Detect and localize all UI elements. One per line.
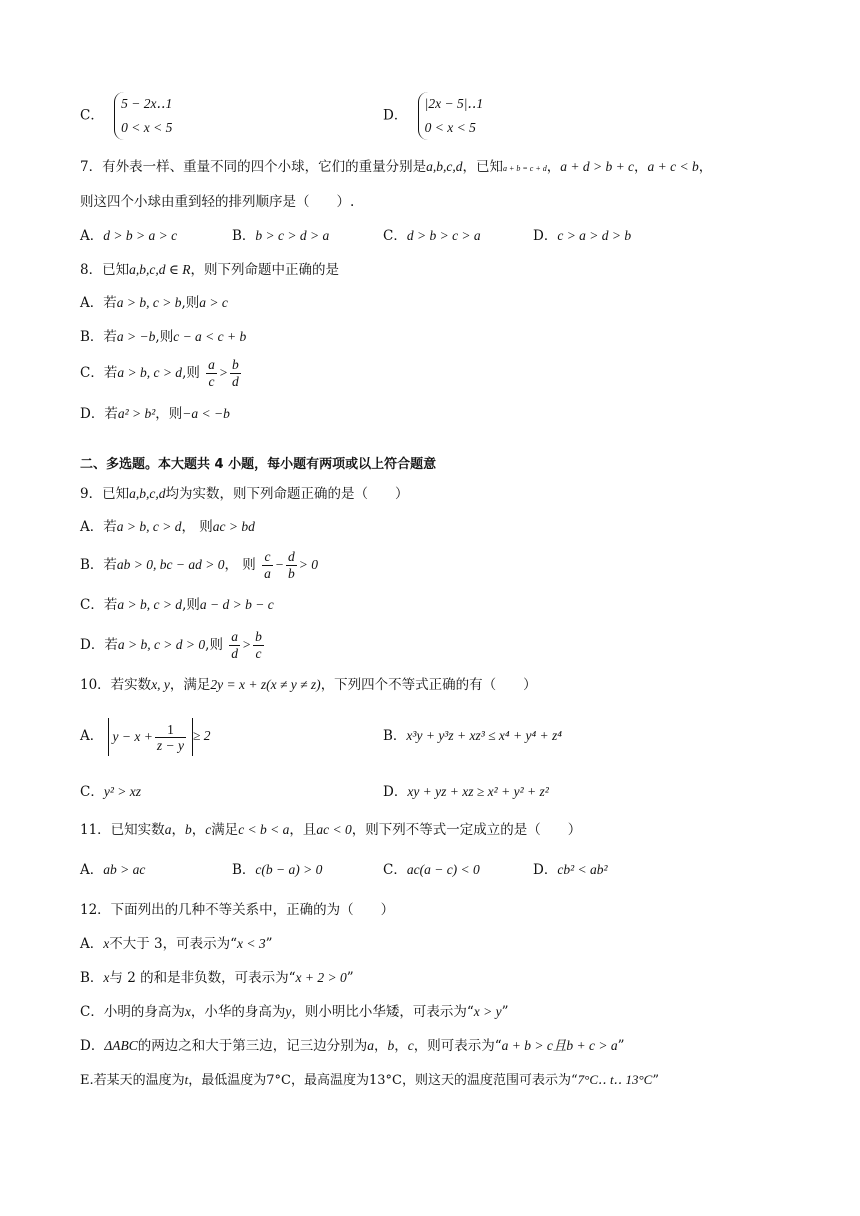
option-label: B．	[232, 862, 256, 878]
stem-text: ,则	[182, 597, 200, 613]
stem-text: ， 则	[181, 519, 213, 535]
q9-option-c	[80, 595, 274, 615]
q12-option-a	[80, 934, 273, 954]
denominator: d	[231, 646, 238, 661]
inequality-system	[418, 92, 484, 140]
option-label: A．若	[80, 295, 117, 311]
q10-option-c	[80, 782, 141, 802]
option-label: D．	[533, 228, 558, 244]
math: d > b > c > a	[406, 228, 481, 243]
math: a + d > b + c	[560, 159, 635, 174]
q6-option-c	[80, 92, 172, 140]
stem-text: 11．已知实数	[80, 822, 165, 838]
stem-text: ”	[346, 970, 354, 986]
inequality-system	[114, 92, 172, 140]
fraction	[230, 357, 241, 390]
stem-text: ”	[501, 1004, 509, 1020]
fraction	[229, 629, 240, 662]
math: ab > 0, bc − ad > 0	[116, 557, 225, 572]
math: x	[103, 970, 110, 985]
q12-option-e	[80, 1070, 659, 1091]
stem-text: ，则可表示为“	[413, 1038, 502, 1054]
math: a	[367, 1038, 374, 1053]
stem-text: ,则	[155, 329, 174, 345]
stem-text: ，则	[155, 406, 183, 422]
stem-text: 的两边之和大于第三边，记三边分别为	[137, 1038, 368, 1054]
math: x + 2 > 0	[295, 970, 347, 985]
option-label: A．	[80, 228, 104, 244]
option-label: B．	[80, 970, 104, 986]
option-label: A．	[80, 728, 104, 744]
numerator: a	[208, 357, 215, 372]
math: x > y	[473, 1004, 502, 1019]
numerator: a	[231, 629, 238, 644]
q8-option-c	[80, 355, 243, 391]
option-label: D．	[80, 1038, 105, 1054]
stem-text: ”	[617, 1038, 625, 1054]
denominator: c	[208, 374, 215, 389]
stem-text: ，则下列不等式一定成立的是（ ）	[351, 822, 582, 838]
option-label: B．若	[80, 557, 117, 573]
stem-text: 9．已知	[80, 486, 130, 502]
option-label: D．若	[80, 406, 118, 422]
q12-option-c	[80, 1002, 509, 1022]
option-label: C．	[383, 228, 407, 244]
fraction	[286, 549, 297, 582]
numerator: 1	[155, 722, 186, 738]
stem-text: ”	[652, 1073, 660, 1088]
stem-text: ，则小明比小华矮，可表示为“	[291, 1004, 474, 1020]
stem-text: ，小华的身高为	[190, 1004, 286, 1020]
math: ac(a − c) < 0	[406, 862, 480, 877]
q12-option-b	[80, 968, 354, 988]
q11-stem: 11．已知实数a，b，c满足c < b < a，且ac < 0，则下列不等式一定成立的是（ ）	[80, 822, 582, 838]
system-line: 5 − 2x‥1	[121, 96, 173, 111]
math: ab > ac	[103, 862, 146, 877]
denominator: a	[264, 566, 271, 581]
q9-option-d	[80, 627, 266, 663]
numerator: c	[262, 549, 273, 566]
math: c	[205, 822, 212, 837]
math: 7°C	[266, 1073, 291, 1088]
math: y	[285, 1004, 292, 1019]
math: ΔABC	[104, 1038, 138, 1053]
stem-text: 10．若实数	[80, 677, 152, 693]
math: a	[164, 822, 172, 837]
stem-text: 均为实数，则下列命题正确的是（ ）	[165, 486, 409, 502]
math: x, y	[151, 677, 170, 692]
math: t	[184, 1072, 189, 1087]
stem-text: ，最低温度为	[188, 1073, 267, 1088]
option-label: C．若	[80, 597, 118, 613]
math: c(b − a) > 0	[255, 862, 323, 877]
math: a > b, c > b	[116, 295, 182, 310]
math: a > b, c > d	[116, 519, 182, 534]
stem-text: ， 则	[224, 557, 256, 573]
math: a > −b	[116, 329, 156, 344]
q11-option-b	[232, 860, 322, 880]
q6-option-d	[383, 92, 483, 140]
operator: −	[274, 557, 284, 572]
option-label: D．	[533, 862, 558, 878]
math: ≥ 2	[193, 728, 211, 743]
denominator: z − y	[156, 737, 184, 753]
math: a > c	[199, 295, 228, 310]
q10-option-b	[383, 726, 562, 746]
math: 2y = x + z(x ≠ y ≠ z)	[210, 677, 321, 692]
q9-stem	[80, 484, 408, 504]
option-label: A．	[80, 862, 104, 878]
math: a,b,c,d ∈ R	[129, 262, 191, 277]
math: a > b, c > d > 0	[117, 637, 206, 652]
fraction	[155, 722, 186, 753]
stem-text: ,则	[182, 365, 200, 381]
math: c > a > d > b	[557, 228, 632, 243]
q10-option-a	[80, 714, 211, 758]
denominator: b	[287, 566, 295, 581]
stem-text: 不大于 3，可表示为“	[109, 936, 238, 952]
math: b	[387, 1038, 395, 1053]
math: a > b, c > d	[117, 597, 183, 612]
q7-option-b	[232, 226, 329, 246]
math: xy + yz + xz ≥ x² + y² + z²	[407, 784, 549, 799]
numerator: b	[232, 357, 239, 372]
math: b > c > d > a	[255, 228, 330, 243]
numerator: d	[287, 549, 295, 564]
q9-option-a	[80, 517, 255, 537]
q8-option-d	[80, 404, 230, 424]
stem-text: 与 2 的和是非负数，可表示为“	[109, 970, 296, 986]
operator: >	[242, 637, 252, 652]
stem-text: ，则下列命题中正确的是	[190, 262, 339, 278]
stem-text: ，下列四个不等式正确的有（ ）	[320, 677, 537, 693]
math: > 0	[298, 557, 318, 572]
stem-text: ，满足	[169, 677, 211, 693]
option-label: C．	[80, 107, 104, 124]
option-label: B．	[383, 728, 407, 744]
q9-option-b	[80, 547, 318, 583]
math: x	[103, 936, 110, 951]
system-line: |2x − 5|‥1	[424, 96, 484, 111]
q7-stem-line2: 则这四个小球由重到轻的排列顺序是（ ）.	[80, 194, 355, 210]
math: x	[184, 1004, 191, 1019]
math: x < 3	[237, 936, 266, 951]
fraction	[262, 549, 273, 582]
q11-option-a	[80, 860, 145, 880]
q8-option-b	[80, 327, 246, 347]
option-label: C．若	[80, 365, 118, 381]
math: a² > b²	[117, 406, 156, 421]
q11-option-c	[383, 860, 480, 880]
option-label: D．	[383, 784, 408, 800]
math: y² > xz	[103, 784, 141, 799]
stem-text: 8．已知	[80, 262, 130, 278]
q7-stem: 7．有外表一样、重量不同的四个小球，它们的重量分别是a,b,c,d，已知a + b = c + d，a + d > b + c，a + c < b，	[80, 159, 713, 175]
math: a > b, c > d	[117, 365, 183, 380]
math: 7°C‥ t‥ 13°C	[577, 1072, 653, 1087]
system-line: 0 < x < 5	[121, 120, 173, 135]
math: a,b,c,d	[426, 159, 463, 174]
numerator: b	[255, 629, 262, 644]
stem-text: 7．有外表一样、重量不同的四个小球，它们的重量分别是	[80, 159, 427, 175]
fraction	[206, 357, 217, 390]
math: a − d > b − c	[199, 597, 274, 612]
math: b	[184, 822, 192, 837]
option-label: C．	[80, 784, 104, 800]
math: cb² < ab²	[557, 862, 608, 877]
math: c − a < c + b	[173, 329, 247, 344]
option-label: B．若	[80, 329, 117, 345]
q11-option-d	[533, 860, 608, 880]
option-label: B．	[232, 228, 256, 244]
option-label: D．若	[80, 637, 118, 653]
math-small: a + b = c + d	[502, 164, 547, 173]
math: c < b < a	[238, 822, 290, 837]
stem-text: ,则	[181, 295, 200, 311]
q12-stem: 12．下面列出的几种不等关系中，正确的为（ ）	[80, 902, 395, 918]
math: 13°C	[369, 1073, 402, 1088]
stem-text: ，则这天的温度范围可表示为“	[402, 1073, 578, 1088]
q10-option-d	[383, 782, 549, 802]
option-label: D．	[383, 107, 408, 124]
q7-option-d	[533, 226, 631, 246]
math: ac < 0	[316, 822, 352, 837]
stem-text: 满足	[211, 822, 239, 838]
section-heading: 二、多选题。本大题共 4 小题，每小题有两项或以上符合题意	[80, 457, 437, 472]
q7-option-c	[383, 226, 481, 246]
stem-text: ，已知	[462, 159, 503, 175]
math: ac > bd	[212, 519, 255, 534]
operator: >	[218, 365, 229, 380]
math: a,b,c,d	[129, 486, 166, 501]
q8-option-a	[80, 293, 228, 313]
q10-stem	[80, 675, 537, 695]
stem-text: ”	[265, 936, 273, 952]
denominator: d	[232, 374, 239, 389]
q12-option-d: D．ΔABC的两边之和大于第三边，记三边分别为a，b，c，则可表示为“a + b > c且b + c > a”	[80, 1038, 625, 1054]
option-label: A．若	[80, 519, 117, 535]
fraction	[253, 629, 264, 662]
math: c	[407, 1038, 414, 1053]
denominator: c	[255, 646, 262, 661]
math: y − x +	[112, 728, 153, 744]
q8-stem	[80, 260, 339, 280]
stem-text: ,则	[205, 637, 223, 653]
option-label: E.若某天的温度为	[80, 1073, 185, 1088]
stem-text: ，且	[289, 822, 317, 838]
option-label: A．	[80, 936, 104, 952]
option-label: C．小明的身高为	[80, 1004, 185, 1020]
math: a + b > c且b + c > a	[501, 1038, 618, 1053]
math: −a < −b	[182, 406, 230, 421]
stem-text: ，最高温度为	[290, 1073, 369, 1088]
absolute-value	[108, 718, 193, 756]
q7-option-a	[80, 226, 177, 246]
math: x³y + y³z + xz³ ≤ x⁴ + y⁴ + z⁴	[406, 728, 562, 743]
math: a + c < b	[647, 159, 699, 174]
system-line: 0 < x < 5	[424, 120, 476, 135]
math: d > b > a > c	[103, 228, 178, 243]
option-label: C．	[383, 862, 407, 878]
